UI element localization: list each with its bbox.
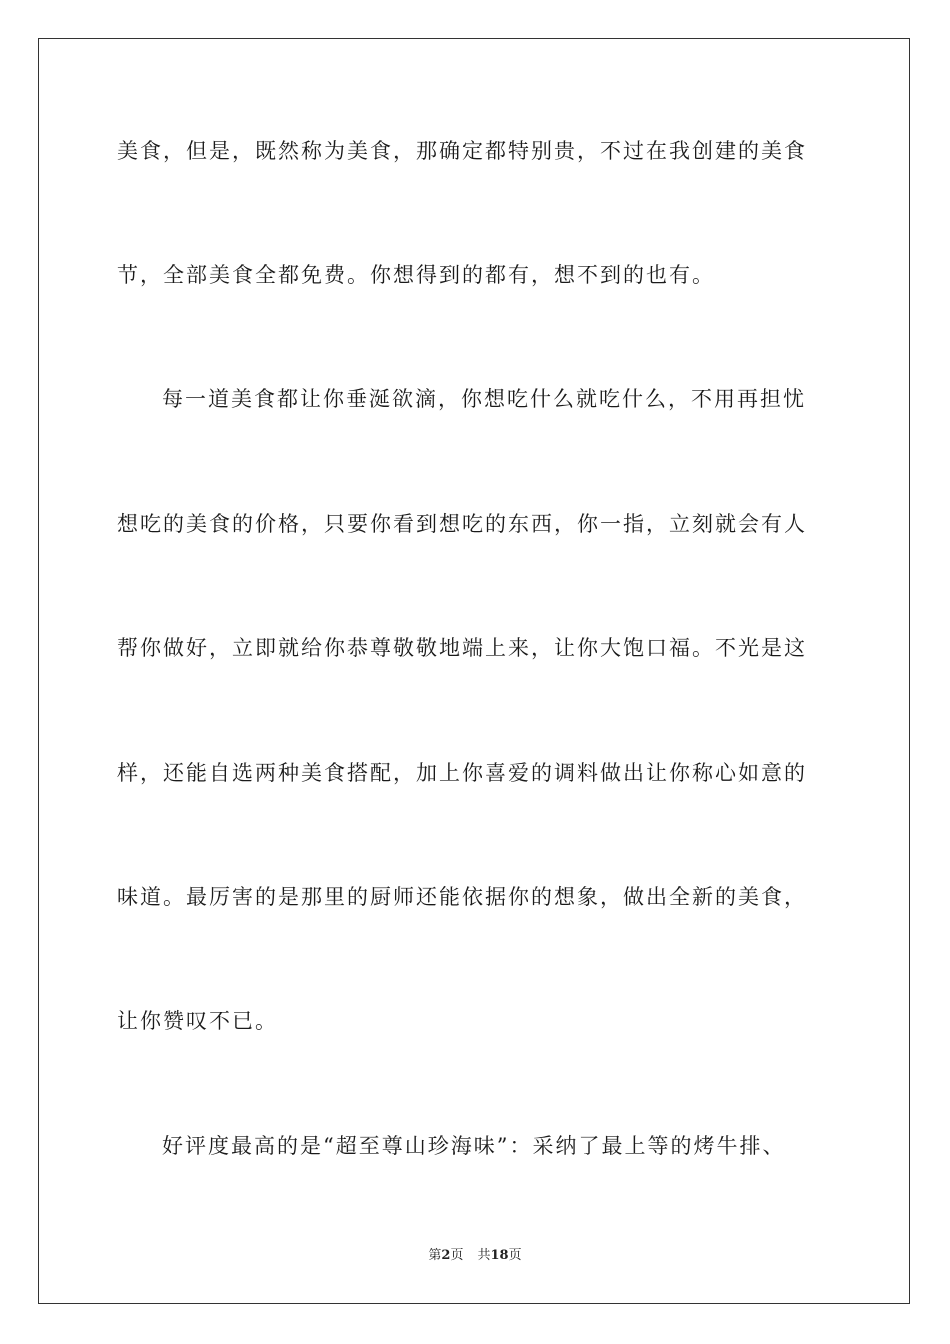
page-number: 2	[441, 1248, 451, 1263]
page-footer	[0, 1244, 950, 1263]
paragraph-line: 让你赞叹不已。	[117, 1009, 278, 1033]
page-prefix: 第	[428, 1248, 442, 1263]
paragraph-line: 每一道美食都让你垂涎欲滴，你想吃什么就吃什么，不用再担忧	[162, 387, 806, 411]
total-suffix: 页	[508, 1248, 522, 1263]
paragraph-line: 样，还能自选两种美食搭配，加上你喜爱的调料做出让你称心如意的	[117, 761, 807, 785]
paragraph-line: 好评度最高的是“超至尊山珍海味”：采纳了最上等的烤牛排、	[162, 1134, 786, 1158]
paragraph-line: 味道。最厉害的是那里的厨师还能依据你的想象，做出全新的美食，	[117, 885, 807, 909]
paragraph-line: 美食，但是，既然称为美食，那确定都特别贵，不过在我创建的美食	[117, 139, 807, 163]
paragraph-line: 想吃的美食的价格，只要你看到想吃的东西，你一指，立刻就会有人	[117, 512, 807, 536]
paragraph-line: 节，全部美食全都免费。你想得到的都有，想不到的也有。	[117, 263, 715, 287]
page-suffix: 页	[450, 1248, 464, 1263]
total-pages: 18	[490, 1248, 509, 1263]
total-prefix: 共	[477, 1248, 491, 1263]
page-border	[38, 38, 910, 1304]
paragraph-line: 帮你做好，立即就给你恭尊敬敬地端上来，让你大饱口福。不光是这	[117, 636, 807, 660]
